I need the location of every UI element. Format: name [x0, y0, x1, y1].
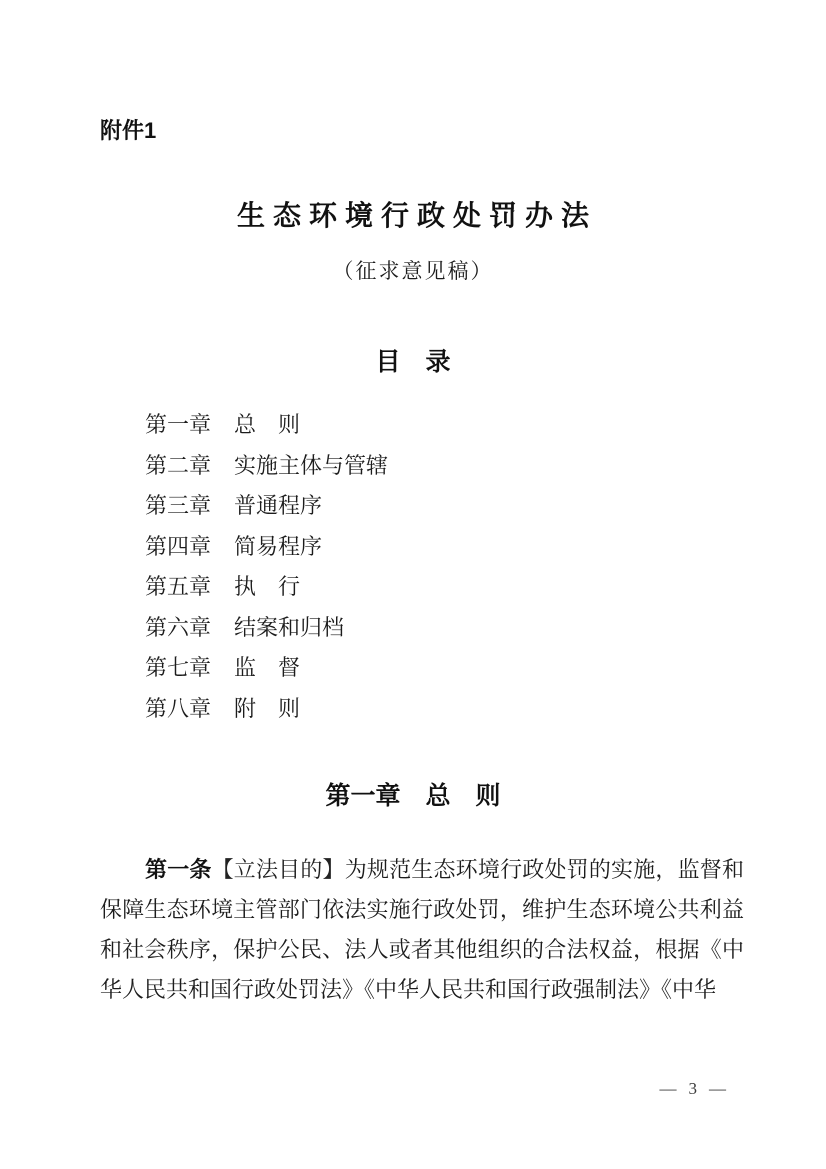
- article-number: 第一条: [145, 857, 212, 882]
- toc-heading: 目 录: [375, 348, 451, 376]
- toc-chapter-title: 附 则: [234, 695, 301, 721]
- toc-chapter-number: 第一章: [145, 412, 212, 437]
- toc-chapter-number: 第八章: [145, 695, 212, 721]
- toc-chapter-title: 结案和归档: [234, 614, 345, 640]
- page-number-left-dash: —: [659, 1079, 677, 1098]
- page-number: [660, 1079, 727, 1099]
- chapter-one-heading: [0, 781, 826, 811]
- document-title: 生态环境行政处罚办法: [236, 200, 597, 231]
- toc-chapter-title: 执 行: [234, 574, 301, 599]
- toc-chapter-title: 总 则: [234, 412, 301, 437]
- chapter-title: 总 则: [425, 782, 501, 810]
- toc-chapter-title: 监 督: [234, 655, 301, 680]
- chapter-number: 第一章: [325, 782, 401, 810]
- toc-item: [145, 446, 388, 487]
- toc-chapter-number: 第二章: [145, 452, 212, 478]
- page-number-right-dash: —: [709, 1079, 726, 1098]
- toc-chapter-title: 实施主体与管辖: [234, 452, 389, 478]
- document-subtitle: （征求意见稿）: [332, 259, 494, 283]
- toc-chapter-number: 第五章: [145, 574, 212, 599]
- toc-item: [145, 608, 388, 649]
- attachment-label: 附件1: [100, 118, 157, 143]
- toc-item: [145, 405, 388, 446]
- article-text: 为规范生态环境行政处罚的实施，监督和保障生态环境主管部门依法实施行政处罚，维护生态环境公共利益和社会秩序，保护公民、法人或者其他组织的合法权益，根据《中华人民共和国行政处罚法》《中华人民共和国行政强制法》《中华: [100, 857, 744, 1002]
- toc-chapter-number: 第三章: [145, 493, 212, 518]
- toc-item: [145, 486, 388, 527]
- toc-chapter-title: 简易程序: [234, 533, 323, 559]
- toc-item: [145, 527, 388, 568]
- toc-chapter-number: 第六章: [145, 614, 212, 640]
- toc-item: [145, 689, 388, 730]
- toc-chapter-number: 第七章: [145, 655, 212, 680]
- toc-chapter-title: 普通程序: [234, 493, 323, 518]
- page-number-value: 3: [688, 1079, 697, 1098]
- article-subject: 【立法目的】: [211, 857, 345, 882]
- article-one-paragraph: [100, 850, 744, 1010]
- toc-item: [145, 648, 388, 689]
- toc-item: [145, 567, 388, 608]
- toc-chapter-number: 第四章: [145, 533, 212, 559]
- toc-list: [145, 405, 388, 729]
